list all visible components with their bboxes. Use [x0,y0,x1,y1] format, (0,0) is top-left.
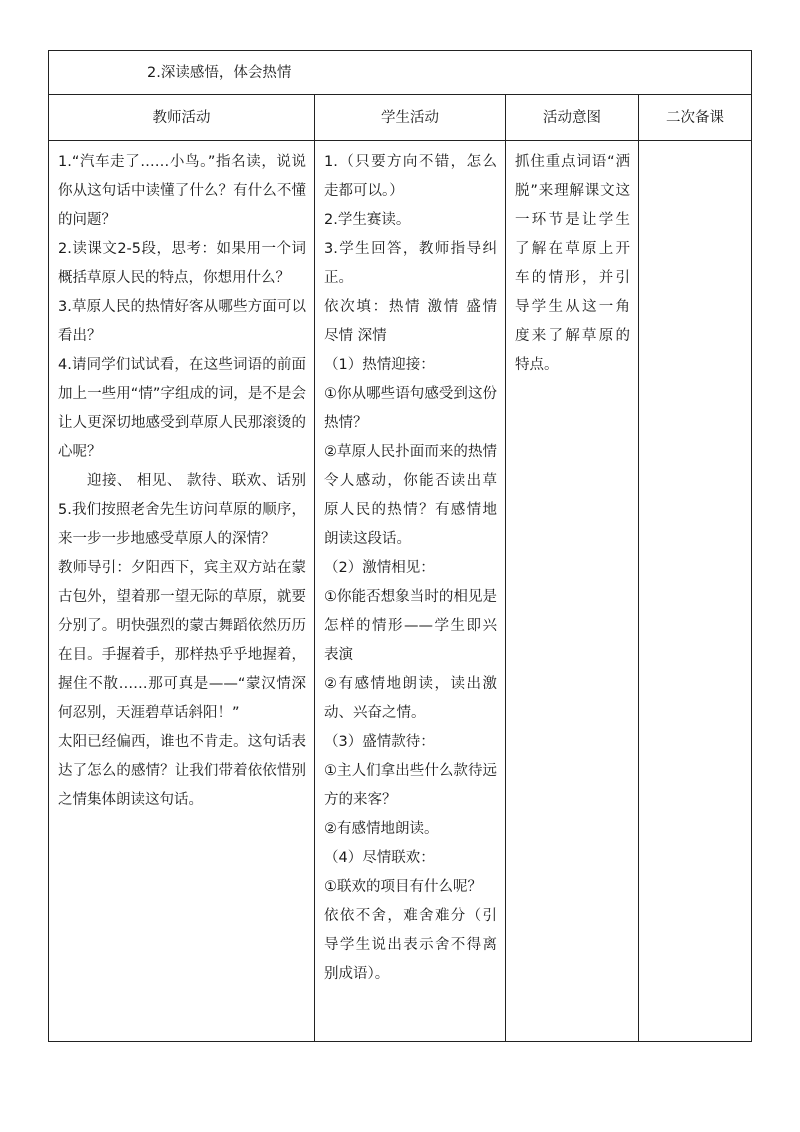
student-item: （1）热情迎接： [324,357,435,373]
header-teacher: 教师活动 [49,95,314,141]
student-item: ②有感情地朗读，读出激动、兴奋之情。 [324,676,497,721]
student-body [315,141,505,1041]
activity-grid [49,95,751,1041]
teacher-item: 3.草原人民的热情好客从哪些方面可以看出？ [58,299,306,344]
teacher-item: 太阳已经偏西，谁也不肯走。这句话表达了怎么的感情？让我们带着依依惜别之情集体朗读这句话。 [58,734,306,808]
teacher-item: 教师导引：夕阳西下，宾主双方站在蒙古包外，望着那一望无际的草原，就要分别了。明快强烈的蒙古舞蹈依然历历在目。手握着手，那样热乎乎地握着，握住不散……那可真是——“蒙汉情深何忍别，天涯碧草话斜阳！” [58,560,306,721]
teacher-body [49,141,314,1041]
student-item: （3）盛情款待： [324,734,435,750]
teacher-column [49,95,315,1041]
header-intent: 活动意图 [506,95,638,141]
student-item: ①你从哪些语句感受到这份热情？ [324,386,497,431]
student-item: 2.学生赛读。 [324,212,411,228]
intent-body [506,141,638,1041]
student-item: （4）尽情联欢： [324,850,435,866]
student-item: （2）激情相见： [324,560,435,576]
student-item: ①你能否想象当时的相见是怎样的情形——学生即兴表演 [324,589,497,663]
student-item: 1.（只要方向不错，怎么走都可以。） [324,154,497,199]
teacher-item: 1.“汽车走了……小鸟。”指名读，说说你从这句话中读懂了什么？有什么不懂的问题？ [58,154,306,228]
student-item: ②有感情地朗读。 [324,821,439,837]
lesson-plan-table [48,50,752,1042]
second-prep-body [639,141,751,1041]
header-second-prep: 二次备课 [639,95,751,141]
teacher-item: 2.读课文2-5段，思考：如果用一个词概括草原人民的特点，你想用什么？ [58,241,306,286]
second-prep-column [639,95,751,1041]
student-item: 依次填：热情 激情 盛情 尽情 深情 [324,299,497,344]
teacher-item: 4.请同学们试试看，在这些词语的前面加上一些用“情”字组成的词，是不是会让人更深切地感受到草原人民那滚烫的心呢？ [58,357,306,460]
student-column [315,95,506,1041]
student-item: ①联欢的项目有什么呢？ [324,879,482,895]
student-item: 3.学生回答，教师指导纠正。 [324,241,497,286]
section-title: 2.深读感悟，体会热情 [49,51,751,95]
teacher-item: 迎接、 相见、 款待、联欢、话别 5.我们按照老舍先生访问草原的顺序，来一步一步地感受草原人的深情？ [58,473,306,547]
intent-text: 抓住重点词语“洒脱”来理解课文这一环节是让学生了解在草原上开车的情形，并引导学生从这一角度来了解草原的特点。 [515,154,630,373]
student-item: ②草原人民扑面而来的热情令人感动，你能否读出草原人民的热情？有感情地朗读这段话。 [324,444,497,547]
student-item: ①主人们拿出些什么款待远方的来客？ [324,763,497,808]
intent-column [506,95,639,1041]
header-student: 学生活动 [315,95,505,141]
student-item: 依依不舍，难舍难分（引导学生说出表示舍不得离别成语）。 [324,908,497,982]
